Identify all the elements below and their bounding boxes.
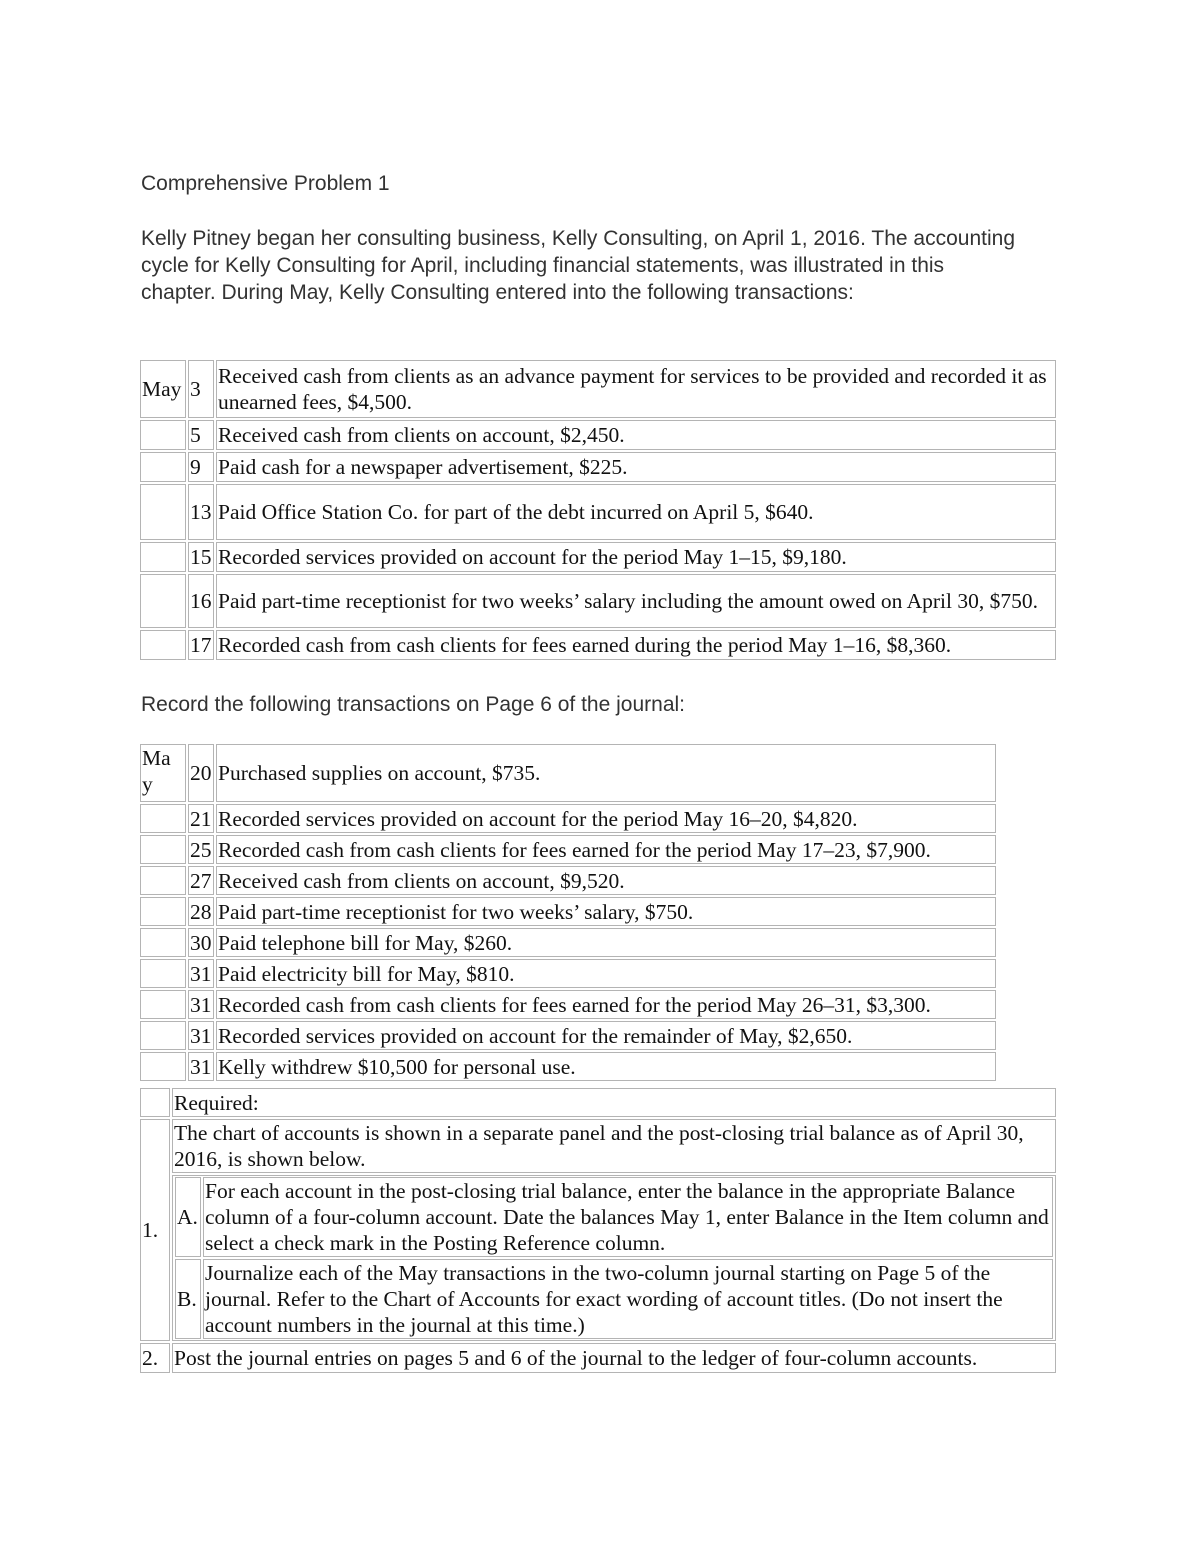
month-cell [140,866,186,895]
table-row [140,360,1056,418]
day-cell: 17 [188,630,214,660]
month-cell [140,804,186,833]
day-cell: 31 [188,990,214,1019]
sub-items-table [173,1175,1055,1341]
table-row [140,990,996,1019]
sub-items-cell [172,1175,1056,1341]
month-cell [140,990,186,1019]
table-row [140,744,996,802]
sub-item-text: Journalize each of the May transactions in the two-column journal starting on Page 5 of the journal. Refer to the Chart of Accounts for exact wording of account titles. (Do not insert the account numbers in the journal at this time.) [203,1259,1053,1339]
day-cell: 31 [188,1052,214,1081]
month-cell [140,542,186,572]
item-2-text: Post the journal entries on pages 5 and 6 of the journal to the ledger of four-column accounts. [172,1343,1056,1373]
page-title: Comprehensive Problem 1 [141,172,390,195]
month-cell: Ma y [140,744,186,802]
month-cell [140,959,186,988]
table-row [140,1175,1056,1341]
transaction-text: Recorded cash from cash clients for fees earned for the period May 17–23, $7,900. [216,835,996,864]
table-row [140,959,996,988]
transactions-table-page-6 [138,742,998,1083]
transaction-text: Recorded services provided on account for the period May 16–20, $4,820. [216,804,996,833]
month-cell [140,1021,186,1050]
table-row [140,804,996,833]
number-cell [140,1088,170,1117]
day-cell: 15 [188,542,214,572]
sub-item-label: B. [175,1259,201,1339]
table-row [140,574,1056,628]
transaction-text: Paid Office Station Co. for part of the debt incurred on April 5, $640. [216,484,1056,540]
day-cell: 16 [188,574,214,628]
transaction-text: Paid part-time receptionist for two weeks’ salary including the amount owed on April 30, $750. [216,574,1056,628]
table-row [140,1119,1056,1173]
day-cell: 31 [188,1021,214,1050]
table-row [140,1088,1056,1117]
day-cell: 9 [188,452,214,482]
day-cell: 20 [188,744,214,802]
table-row [140,1052,996,1081]
sub-item-row [175,1177,1053,1257]
month-cell [140,484,186,540]
month-cell [140,452,186,482]
month-cell [140,928,186,957]
item-number: 1. [140,1119,170,1341]
day-cell: 21 [188,804,214,833]
month-cell [140,420,186,450]
month-cell [140,897,186,926]
transaction-text: Paid cash for a newspaper advertisement, $225. [216,452,1056,482]
day-cell: 31 [188,959,214,988]
transaction-text: Paid electricity bill for May, $810. [216,959,996,988]
transaction-text: Recorded cash from cash clients for fees earned during the period May 1–16, $8,360. [216,630,1056,660]
day-cell: 28 [188,897,214,926]
sub-item-row [175,1259,1053,1339]
transaction-text: Paid part-time receptionist for two weeks’ salary, $750. [216,897,996,926]
table-row [140,835,996,864]
transaction-text: Purchased supplies on account, $735. [216,744,996,802]
day-cell: 13 [188,484,214,540]
table-row [140,928,996,957]
transaction-text: Recorded cash from cash clients for fees earned for the period May 26–31, $3,300. [216,990,996,1019]
record-instruction: Record the following transactions on Page 6 of the journal: [141,693,686,716]
transaction-text: Received cash from clients on account, $2,450. [216,420,1056,450]
transactions-table-may-1-17 [138,358,1058,662]
month-cell: May [140,360,186,418]
month-cell [140,574,186,628]
table-row [140,866,996,895]
transaction-text: Recorded services provided on account for the period May 1–15, $9,180. [216,542,1056,572]
table-row [140,1021,996,1050]
table-row [140,452,1056,482]
table-row [140,897,996,926]
item-1-intro: The chart of accounts is shown in a separate panel and the post-closing trial balance as of April 30, 2016, is shown below. [172,1119,1056,1173]
month-cell [140,630,186,660]
day-cell: 5 [188,420,214,450]
table-row [140,542,1056,572]
transaction-text: Received cash from clients as an advance payment for services to be provided and recorded it as unearned fees, $4,500. [216,360,1056,418]
transaction-text: Kelly withdrew $10,500 for personal use. [216,1052,996,1081]
day-cell: 3 [188,360,214,418]
day-cell: 27 [188,866,214,895]
transaction-text: Received cash from clients on account, $9,520. [216,866,996,895]
transaction-text: Recorded services provided on account for the remainder of May, $2,650. [216,1021,996,1050]
intro-paragraph: Kelly Pitney began her consulting business, Kelly Consulting, on April 1, 2016. The accounting cycle for Kelly Consulting for April, including financial statements, was illustrated in this chapter. During May, Kelly Consulting entered into the following transactions: [141,227,1015,304]
table-row [140,484,1056,540]
day-cell: 25 [188,835,214,864]
sub-item-text: For each account in the post-closing trial balance, enter the balance in the appropriate Balance column of a four-column account. Date the balances May 1, enter Balance in the Item column and select a check mark in the Posting Reference column. [203,1177,1053,1257]
table-row [140,1343,1056,1373]
sub-item-label: A. [175,1177,201,1257]
table-row [140,420,1056,450]
table-row [140,630,1056,660]
month-cell [140,1052,186,1081]
day-cell: 30 [188,928,214,957]
required-heading: Required: [172,1088,1056,1117]
transaction-text: Paid telephone bill for May, $260. [216,928,996,957]
month-cell [140,835,186,864]
item-number: 2. [140,1343,170,1373]
required-table [138,1086,1058,1375]
